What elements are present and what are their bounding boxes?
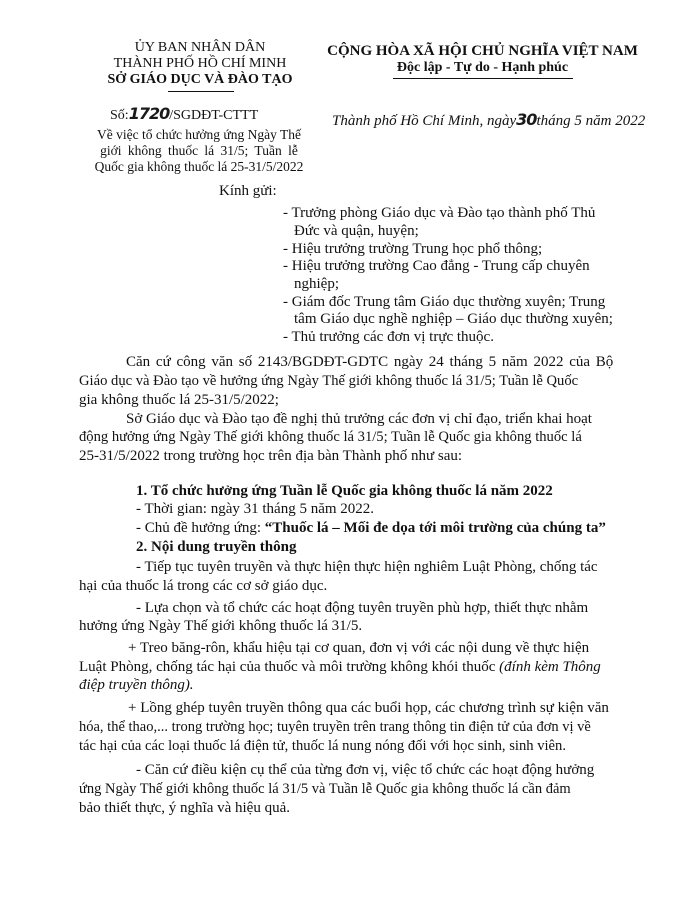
recipient-line: - Giám đốc Trung tâm Giáo dục thường xuyên; Trung: [283, 294, 606, 310]
section-1-title: 1. Tổ chức hưởng ứng Tuần lễ Quốc gia không thuốc lá năm 2022: [136, 483, 553, 499]
theme-text: “Thuốc lá – Mối đe dọa tới môi trường của chúng ta”: [264, 520, 606, 536]
section-1-item-theme: [136, 519, 606, 537]
paragraph-line: - Căn cứ điều kiện cụ thể của từng đơn vị, việc tổ chức các hoạt động hưởng: [136, 762, 595, 778]
doc-number-suffix: /SGDĐT-CTTT: [169, 108, 259, 123]
paragraph-line: bảo thiết thực, ý nghĩa và hiệu quả.: [79, 800, 290, 816]
subject-line3: Quốc gia không thuốc lá 25-31/5/2022: [94, 159, 304, 174]
doc-number-prefix: Số:: [110, 108, 129, 123]
recipient-line: - Hiệu trưởng trường Cao đẳng - Trung cấp chuyên: [283, 258, 590, 274]
text-run: Luật Phòng, chống tác hại của thuốc và môi trường không khói thuốc: [79, 659, 500, 675]
recipients-label: Kính gửi:: [219, 183, 277, 199]
paragraph-line: Căn cứ công văn số 2143/BGDĐT-GDTC ngày 24 tháng 5 năm 2022 của Bộ: [126, 354, 614, 370]
subject-line2: giới không thuốc lá 31/5; Tuần lễ: [100, 143, 298, 158]
doc-number-handwritten: 1720: [128, 104, 170, 123]
theme-label: - Chủ đề hưởng ứng:: [136, 520, 265, 536]
paragraph-line: điệp truyền thông).: [79, 677, 194, 693]
header-right-line1: CỘNG HÒA XÃ HỘI CHỦ NGHĨA VIỆT NAM: [327, 43, 638, 59]
paragraph-line: hại của thuốc lá trong các cơ sở giáo dục.: [79, 578, 328, 594]
paragraph-line: [79, 658, 601, 676]
paragraph-line: + Lồng ghép tuyên truyền thông qua các buổi họp, các chương trình sự kiện văn: [128, 700, 609, 716]
doc-number: [110, 106, 258, 124]
paragraph-line: Giáo dục và Đào tạo về hưởng ứng Ngày Thế giới không thuốc lá 31/5; Tuần lễ Quốc: [79, 373, 579, 389]
recipient-line: nghiệp;: [294, 276, 339, 292]
header-left-line1: ỦY BAN NHÂN DÂN: [134, 40, 266, 55]
paragraph-line: tác hại của các loại thuốc lá điện tử, thuốc lá nung nóng đối với học sinh, sinh viên.: [79, 738, 566, 754]
recipient-line: - Thủ trưởng các đơn vị trực thuộc.: [283, 329, 494, 345]
paragraph-line: gia không thuốc lá 25-31/5/2022;: [79, 392, 279, 408]
dateline-day: 30: [516, 110, 537, 129]
header-right-line2: Độc lập - Tự do - Hạnh phúc: [396, 60, 569, 75]
section-1-item-time: - Thời gian: ngày 31 tháng 5 năm 2022.: [136, 501, 375, 517]
paragraph-line: - Tiếp tục tuyên truyền và thực hiện thực hiện nghiêm Luật Phòng, chống tác: [136, 559, 598, 575]
recipient-line: Đức và quận, huyện;: [294, 223, 419, 239]
text-run-italic: (đính kèm Thông: [499, 659, 601, 675]
header-left-line3: SỞ GIÁO DỤC VÀ ĐÀO TẠO: [107, 72, 293, 87]
header-left-underline: [168, 91, 234, 92]
recipient-line: tâm Giáo dục nghề nghiệp – Giáo dục thường xuyên;: [294, 311, 613, 327]
recipient-line: - Hiệu trưởng trường Trung học phổ thông;: [283, 241, 543, 257]
dateline-after: tháng 5 năm 2022: [536, 113, 646, 129]
paragraph-line: 25-31/5/2022 trong trường học trên địa bàn Thành phố như sau:: [79, 448, 463, 464]
section-2-title: 2. Nội dung truyền thông: [136, 539, 297, 555]
paragraph-line: ứng Ngày Thế giới không thuốc lá 31/5 và Tuần lễ Quốc gia không thuốc lá cần đảm: [79, 781, 571, 797]
header-right-underline: [393, 78, 573, 79]
header-left-line2: THÀNH PHỐ HỒ CHÍ MINH: [113, 56, 287, 71]
paragraph-line: + Treo băng-rôn, khẩu hiệu tại cơ quan, đơn vị với các nội dung về thực hiện: [128, 640, 590, 656]
paragraph-line: - Lựa chọn và tổ chức các hoạt động tuyên truyền phù hợp, thiết thực nhằm: [136, 600, 589, 616]
paragraph-line: hưởng ứng Ngày Thế giới không thuốc lá 31/5.: [79, 618, 363, 634]
subject-line1: Về việc tổ chức hưởng ứng Ngày Thế: [97, 127, 301, 142]
dateline-before: Thành phố Hồ Chí Minh, ngày: [332, 113, 517, 129]
paragraph-line: hóa, thể thao,... trong trường học; tuyên truyền trên trang thông tin điện tử của đơn vị về: [79, 719, 591, 735]
paragraph-line: Sở Giáo dục và Đào tạo đề nghị thủ trưởng các đơn vị chỉ đạo, triển khai hoạt: [126, 411, 592, 427]
dateline: [332, 110, 645, 130]
paragraph-line: động hưởng ứng Ngày Thế giới không thuốc lá 31/5; Tuần lễ Quốc gia không thuốc lá: [79, 429, 582, 445]
recipient-line: - Trưởng phòng Giáo dục và Đào tạo thành phố Thủ: [283, 205, 596, 221]
